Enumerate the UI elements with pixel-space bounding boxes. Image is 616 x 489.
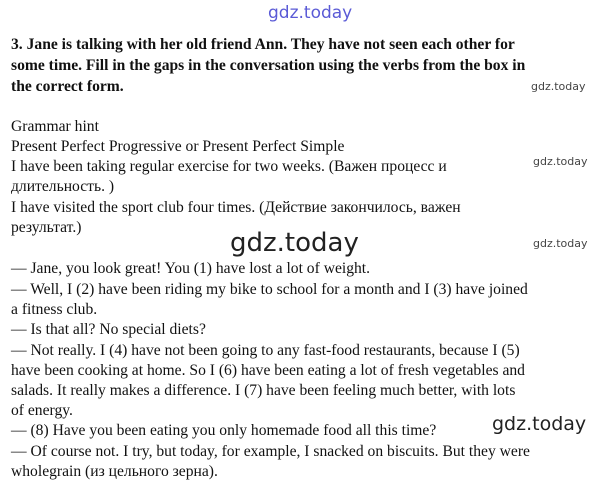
hint-example-1-line-2: длительность. ) <box>11 178 115 195</box>
hint-example-2-line-1: I have visited the sport club four times. (Действие закончилось, важен <box>11 199 461 216</box>
dialogue-line-10: — Of course not. I try, but today, for example, I snacked on biscuits. But they were <box>11 443 530 460</box>
hint-title: Grammar hint <box>11 118 99 135</box>
dialogue-line-5: — Not really. I (4) have not been going to any fast-food restaurants, because I (5) <box>11 342 520 359</box>
watermark-bottom: gdz.today <box>492 413 587 435</box>
dialogue-line-11: wholegrain (из цельного зерна). <box>11 463 218 480</box>
dialogue-line-4: — Is that all? No special diets? <box>11 321 206 338</box>
watermark-small-3: gdz.today <box>533 237 588 250</box>
watermark-center: gdz.today <box>230 228 359 258</box>
dialogue-line-7: salads. It really makes a difference. I (7) have been feeling much better, with lots <box>11 382 516 399</box>
hint-example-1-line-1: I have been taking regular exercise for two weeks. (Важен процесс и <box>11 158 447 175</box>
watermark-top: gdz.today <box>268 3 353 23</box>
watermark-small-1: gdz.today <box>531 80 586 93</box>
task-line-2: some time. Fill in the gaps in the conversation using the verbs from the box in <box>11 57 526 74</box>
task-line-1: 3. Jane is talking with her old friend Ann. They have not seen each other for <box>11 36 515 53</box>
hint-example-2-line-2: результат.) <box>11 219 82 236</box>
dialogue-line-6: have been cooking at home. So I (6) have been eating a lot of fresh vegetables and <box>11 362 525 379</box>
dialogue-line-9: — (8) Have you been eating you only homemade food all this time? <box>11 422 437 439</box>
task-line-3: the correct form. <box>11 78 124 95</box>
dialogue-line-2: — Well, I (2) have been riding my bike to school for a month and I (3) have joined <box>11 281 528 298</box>
dialogue-line-8: of energy. <box>11 402 73 419</box>
dialogue-line-1: — Jane, you look great! You (1) have lost a lot of weight. <box>11 260 371 277</box>
dialogue-line-3: a fitness club. <box>11 301 98 318</box>
hint-subtitle: Present Perfect Progressive or Present Perfect Simple <box>11 138 345 155</box>
watermark-small-2: gdz.today <box>533 155 588 168</box>
